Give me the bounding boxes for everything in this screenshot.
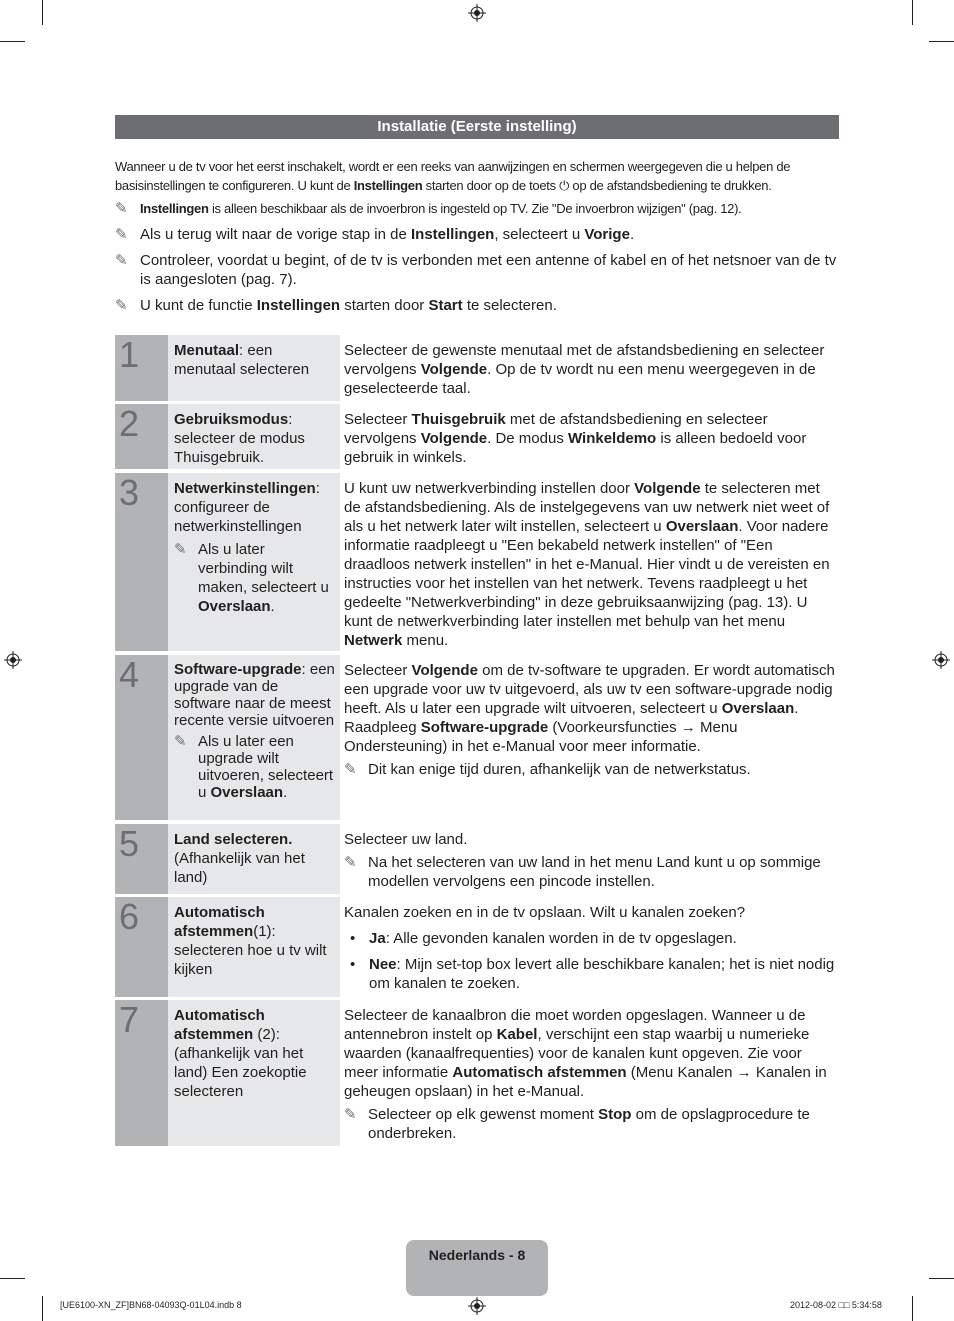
step-title: Netwerkinstellingen: configureer de netwerkinstellingen ✎ Als u later verbinding wilt maken, selecteert u Overslaan. — [168, 473, 340, 651]
list-item: • Ja: Alle gevonden kanalen worden in de tv opgeslagen. — [350, 930, 737, 947]
step-description: Kanalen zoeken en in de tv opslaan. Wilt u kanalen zoeken? • Ja: Alle gevonden kanalen worden in de tv opgeslagen. • Nee: Mijn set-top box levert alle beschikbare kanalen; het is niet nodig om kanalen te zoeken. — [344, 897, 839, 993]
step-description: Selecteer Thuisgebruik met de afstandsbediening en selecteer vervolgens Volgende. De modus Winkeldemo is alleen bedoeld voor gebruik in winkels. — [344, 411, 807, 466]
step-2 — [115, 404, 839, 469]
registration-mark-icon — [468, 1297, 486, 1315]
step-note: ✎ Als u later een upgrade wilt uitvoeren, selecteert u Overslaan. — [174, 733, 334, 801]
step-title: Automatisch afstemmen (2): (afhankelijk van het land) Een zoekoptie selecteren — [168, 1000, 340, 1146]
list-item: • Nee: Mijn set-top box levert alle beschikbare kanalen; het is niet nodig om kanalen te zoeken. — [350, 956, 835, 992]
step-4 — [115, 655, 839, 820]
note-item: ✎ Controleer, voordat u begint, of de tv is verbonden met een antenne of kabel en of het netsnoer van de tv is aangesloten (pag. 7). — [115, 252, 837, 288]
bullet-icon: • — [350, 956, 356, 973]
crop-mark — [42, 0, 43, 25]
step-number: 2 — [115, 404, 168, 469]
step-6 — [115, 897, 839, 997]
note-pen-icon: ✎ — [115, 226, 128, 243]
step-7 — [115, 1000, 839, 1146]
step-3 — [115, 473, 839, 651]
step-number: 3 — [115, 473, 168, 651]
note-pen-icon: ✎ — [174, 733, 187, 750]
step-number: 4 — [115, 655, 168, 820]
crop-mark — [0, 1278, 25, 1279]
registration-mark-icon — [4, 651, 22, 669]
step-number: 1 — [115, 335, 168, 401]
section-title: Installatie (Eerste instelling) — [115, 115, 839, 139]
step-title: Software-upgrade: een upgrade van de software naar de meest recente versie uitvoeren ✎ Als u later een upgrade wilt uitvoeren, selecteert u Overslaan. — [168, 655, 340, 820]
step-note: ✎ Selecteer op elk gewenst moment Stop om de opslagprocedure te onderbreken. — [344, 1106, 810, 1142]
step-title: Menutaal: een menutaal selecteren — [168, 335, 340, 401]
crop-mark — [42, 1296, 43, 1321]
step-title: Gebruiksmodus: selecteer de modus Thuisgebruik. — [168, 404, 340, 469]
print-file-info: [UE6100-XN_ZF]BN68-04093Q-01L04.indb 8 — [60, 1300, 242, 1310]
step-description: Selecteer de kanaalbron die moet worden opgeslagen. Wanneer u de antennebron instelt op Kabel, verschijnt een stap waarbij u numerieke waarden (kanaalfrequenties) voor de kanalen kunt opgeven. Zie voor meer informatie Automatisch afstemmen (Menu Kanalen → Kanalen in geheugen opslaan) in het e-Manual. ✎ Selecteer op elk gewenst moment Stop om de opslagprocedure te onderbreken. — [344, 1000, 839, 1143]
step-title: Land selecteren. (Afhankelijk van het land) — [168, 824, 340, 894]
step-description: Selecteer Volgende om de tv-software te upgraden. Er wordt automatisch een upgrade voor uw tv uitgevoerd, als uw tv een software-upgrade nodig heeft. Als u later een upgrade wilt uitvoeren, selecteert u Overslaan. Raadpleeg Software-upgrade (Voorkeursfuncties → Menu Ondersteuning) in het e-Manual voor meer informatie. ✎ Dit kan enige tijd duren, afhankelijk van de netwerkstatus. — [344, 655, 839, 779]
crop-mark — [912, 1296, 913, 1321]
page-number-tab: Nederlands - 8 — [406, 1240, 548, 1296]
crop-mark — [912, 0, 913, 25]
note-pen-icon: ✎ — [115, 297, 128, 314]
note-item: ✎ Instellingen is alleen beschikbaar als de invoerbron is ingesteld op TV. Zie "De invoerbron wijzigen" (pag. 12). — [115, 200, 742, 217]
step-description: Selecteer uw land. ✎ Na het selecteren van uw land in het menu Land kunt u op sommige modellen vervolgens een pincode instellen. — [344, 824, 839, 891]
step-description: U kunt uw netwerkverbinding instellen door Volgende te selecteren met de afstandsbediening. Als de instelgegevens van uw netwerk niet weet of als u het netwerk later wilt instellen, selecteert u Overslaan. Voor nadere informatie raadpleegt u "Een bekabeld netwerk instellen" of "Een draadloos netwerk instellen" in het e-Manual. Hier vindt u de vereisten en instructies voor het instellen van het netwerk. Tevens raadpleegt u het gedeelte "Netwerkverbinding" in deze gebruiksaanwijzing (pag. 13). U kunt de netwerkverbinding later instellen met behulp van het menu Netwerk menu. — [344, 480, 830, 649]
print-datetime: 2012-08-02 □□ 5:34:58 — [790, 1300, 882, 1310]
step-title: Automatisch afstemmen(1): selecteren hoe u tv wilt kijken — [168, 897, 340, 997]
step-5 — [115, 824, 839, 894]
step-description: Selecteer de gewenste menutaal met de afstandsbediening en selecteer vervolgens Volgende. Op de tv wordt nu een menu weergegeven in de geselecteerde taal. — [344, 342, 825, 397]
note-pen-icon: ✎ — [344, 761, 357, 778]
crop-mark — [929, 1278, 954, 1279]
step-note: ✎ Als u later verbinding wilt maken, selecteert u Overslaan. — [174, 541, 329, 615]
step-number: 5 — [115, 824, 168, 894]
note-item: ✎ U kunt de functie Instellingen starten door Start te selecteren. — [115, 297, 557, 314]
note-pen-icon: ✎ — [115, 200, 128, 217]
note-pen-icon: ✎ — [174, 541, 187, 558]
note-pen-icon: ✎ — [344, 1106, 357, 1123]
crop-mark — [929, 41, 954, 42]
power-icon: ⏻ — [559, 178, 570, 193]
step-number: 7 — [115, 1000, 168, 1146]
crop-mark — [0, 41, 25, 42]
registration-mark-icon — [468, 4, 486, 22]
step-note: ✎ Na het selecteren van uw land in het menu Land kunt u op sommige modellen vervolgens een pincode instellen. — [344, 854, 821, 890]
bullet-icon: • — [350, 930, 356, 947]
registration-mark-icon — [932, 651, 950, 669]
note-pen-icon: ✎ — [344, 854, 357, 871]
note-item: ✎ Als u terug wilt naar de vorige stap in de Instellingen, selecteert u Vorige. — [115, 226, 635, 243]
step-1 — [115, 335, 839, 401]
note-pen-icon: ✎ — [115, 252, 128, 269]
notes-list — [115, 199, 839, 322]
intro-paragraph: Wanneer u de tv voor het eerst inschakelt, wordt er een reeks van aanwijzingen en schermen weergegeven die u helpen de basisinstellingen te configureren. U kunt de Instellingen starten door op de toets ⏻ op de afstandsbediening te drukken. — [115, 159, 791, 193]
step-number: 6 — [115, 897, 168, 997]
step-note: ✎ Dit kan enige tijd duren, afhankelijk van de netwerkstatus. — [344, 761, 751, 778]
